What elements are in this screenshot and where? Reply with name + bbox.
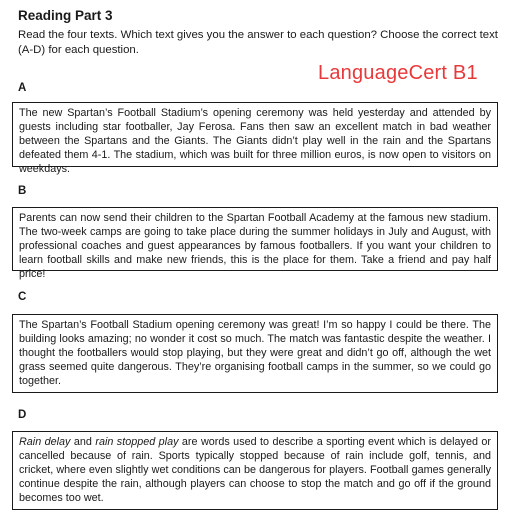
text-b-letter: B xyxy=(18,185,27,197)
text-d-body-rest: are words used to describe a sporting event which is delayed or cancelled because of rain. Sports typically stopped because of rain include golf, tennis, and cricket, where even slightly wet conditions can be dangerous for players. Football games generally continue despite the rain, although players can choose to stop the match and go off if the ground becomes too wet. xyxy=(19,436,491,504)
term-rain-stopped-play: rain stopped play xyxy=(95,436,179,448)
text-d-box xyxy=(12,431,498,510)
text-a-body: The new Spartan’s Football Stadium’s opening ceremony was held yesterday and attended by guests including star footballer, Jay Ferosa. Fans then saw an excellent match in bad weather between the Spartans and the Giants. The Giants didn’t play well in the rain and the Spartans defeated them 4-1. The stadium, which was built for three million euros, is now open to visitors on weekdays. xyxy=(19,107,491,175)
term-join: and xyxy=(70,436,96,448)
text-d-body xyxy=(19,435,491,505)
text-b-box xyxy=(12,207,498,280)
term-rain-delay: Rain delay xyxy=(19,436,71,448)
instructions-text: Read the four texts. Which text gives you the answer to each question? Choose the correct text (A-D) for each question. xyxy=(18,29,498,56)
text-a-letter: A xyxy=(18,82,27,94)
text-d-letter: D xyxy=(18,409,27,421)
text-b-body: Parents can now send their children to the Spartan Football Academy at the famous new stadium. The two-week camps are going to take place during the summer holidays in July and August, with professional coaches and guest appearances by famous footballers. If you want your children to learn football skills and make new friends, this is the place for them. Take a friend and pay half price! xyxy=(19,212,491,280)
text-c-body: The Spartan’s Football Stadium opening ceremony was great! I’m so happy I could be there. The building looks amazing; no wonder it cost so much. The match was fantastic despite the weather. I thought the footballers would stop playing, but they were great and didn’t go off, although the wet grass seemed quite dangerous. They’re organising football camps in the summer, so we could go together. xyxy=(19,319,491,387)
exam-brand-label: LanguageCert B1 xyxy=(318,62,478,84)
text-a-box xyxy=(12,102,498,175)
text-c-letter: C xyxy=(18,291,27,303)
text-c-box xyxy=(12,314,498,393)
page-title: Reading Part 3 xyxy=(18,8,113,23)
